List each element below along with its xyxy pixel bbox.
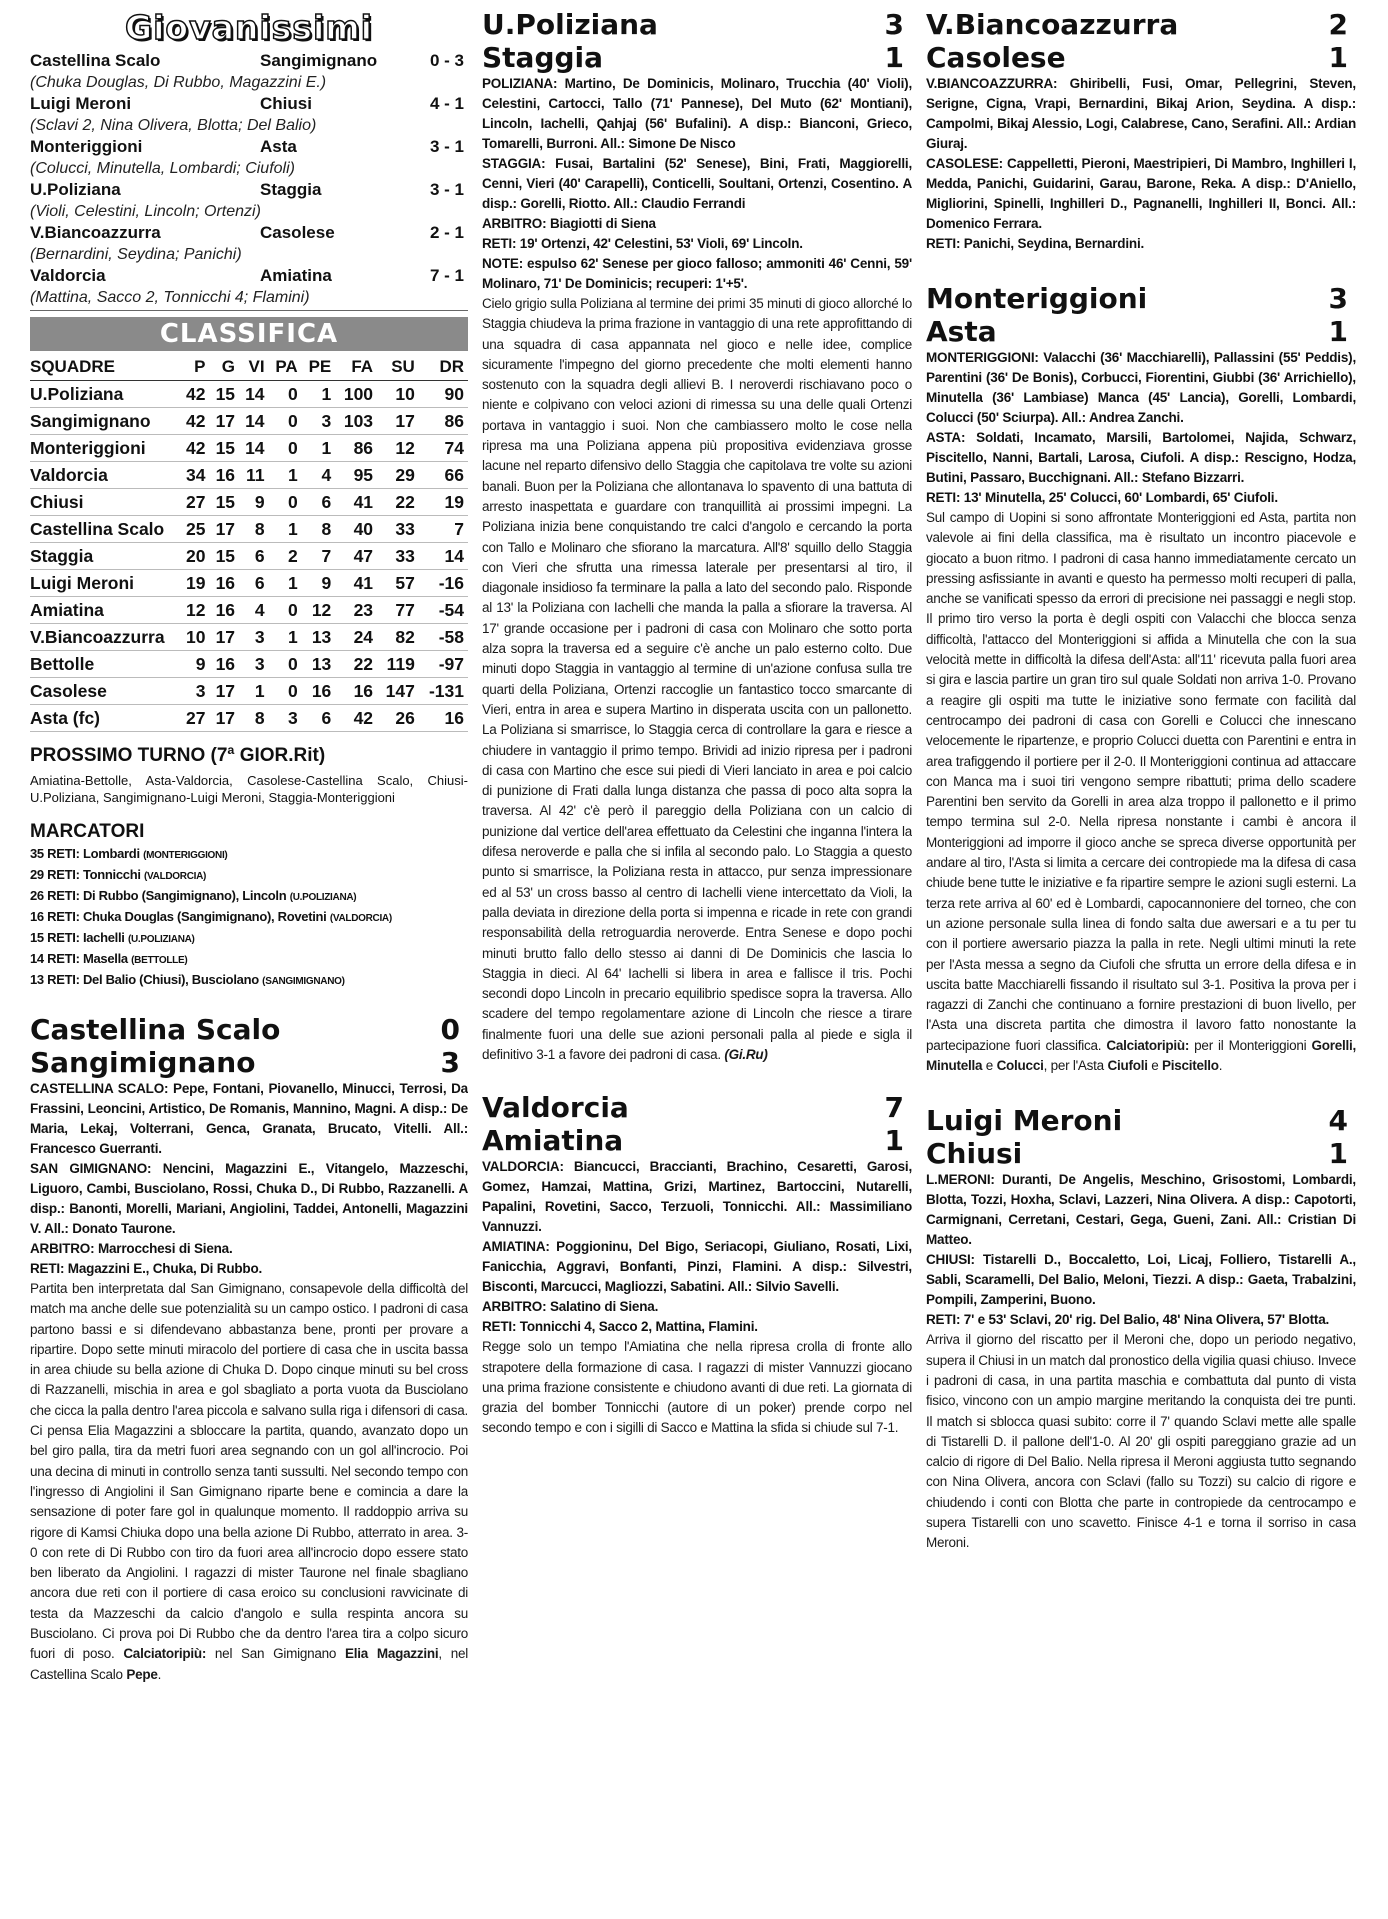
standings-cell: 1 — [269, 570, 302, 597]
notes: NOTE: espulso 62' Senese per gioco falloso; ammoniti 46' Cenni, 59' Molinaro, 71' De Dominicis; recuperi: 1'+5'. — [482, 256, 912, 291]
away-score: 3 — [440, 1046, 460, 1079]
standings-team: Monteriggioni — [30, 435, 180, 462]
standings-cell: 1 — [302, 381, 336, 408]
scorer-name: Lombardi — [82, 846, 140, 861]
standings-cell: 8 — [239, 705, 269, 732]
standings-cell: 24 — [335, 624, 377, 651]
match-away-row — [30, 1046, 468, 1079]
standings-team: Staggia — [30, 543, 180, 570]
standings-cell: 10 — [377, 381, 419, 408]
column-middle — [482, 8, 912, 1919]
standings-cell: 0 — [269, 435, 302, 462]
standings-row — [30, 705, 468, 732]
standings-header-row — [30, 355, 468, 381]
referee: ARBITRO: Biagiotti di Siena — [482, 216, 656, 231]
standings-cell: 0 — [269, 651, 302, 678]
scorer-team: (U.POLIZIANA) — [289, 892, 357, 903]
result-home: Valdorcia — [30, 266, 106, 285]
result-away: Sangimignano — [260, 51, 378, 70]
standings-cell: 119 — [377, 651, 419, 678]
standings-cell: 16 — [335, 678, 377, 705]
match-away-row — [926, 1137, 1356, 1170]
standings-team: Bettolle — [30, 651, 180, 678]
standings-row — [30, 651, 468, 678]
standings-cell: 90 — [419, 381, 468, 408]
away-team: Chiusi — [926, 1137, 1023, 1171]
standings-row — [30, 516, 468, 543]
result-row — [30, 50, 468, 72]
result-away: Staggia — [260, 180, 322, 199]
referee: ARBITRO: Salatino di Siena. — [482, 1299, 659, 1315]
scorer-team: (MONTERIGGIONI) — [143, 850, 228, 861]
standings-cell: -58 — [419, 624, 468, 651]
scorer-goals: 16 RETI: — [30, 909, 80, 924]
scorer-team: (VALDORCIA) — [143, 871, 207, 882]
result-scorers: (Sclavi 2, Nina Olivera, Blotta; Del Balio) — [30, 117, 317, 134]
home-team: Monteriggioni — [926, 282, 1148, 315]
standings-cell: 12 — [180, 597, 210, 624]
standings-cell: 16 — [210, 462, 240, 489]
standings-cell: 17 — [210, 624, 240, 651]
results-list — [30, 50, 468, 311]
standings-cell: 17 — [377, 408, 419, 435]
standings-cell: 8 — [302, 516, 336, 543]
standings-cell: 3 — [239, 651, 269, 678]
standings-cell: 9 — [180, 651, 210, 678]
home-lineup: VALDORCIA: Biancucci, Braccianti, Brachino, Cesaretti, Garosi, Gomez, Hamzai, Mattina, Grizi, Martinez, Bartoccini, Nutarelli, Papalini, Rovetini, Sacco, Terzuoli, Tonnicchi. All.: Massimiliano Vannuzzi. — [482, 1159, 912, 1235]
scorer-team: (BETTOLLE) — [131, 955, 188, 966]
result-scorers: (Bernardini, Seydina; Panichi) — [30, 246, 242, 263]
standings-cell: 25 — [180, 516, 210, 543]
standings-col-header: FA — [335, 355, 377, 381]
standings-cell: 12 — [377, 435, 419, 462]
scorers-list — [30, 844, 468, 991]
result-away: Chiusi — [260, 94, 312, 113]
standings-row — [30, 435, 468, 462]
scorer-name: Di Rubbo (Sangimignano), Lincoln — [82, 888, 287, 903]
scorer-row — [30, 844, 468, 865]
standings-cell: 3 — [269, 705, 302, 732]
classifica-title: CLASSIFICA — [30, 317, 468, 351]
standings-cell: 17 — [210, 678, 240, 705]
scorer-goals: 13 RETI: — [30, 972, 80, 987]
standings-cell: -16 — [419, 570, 468, 597]
standings-team: Asta (fc) — [30, 705, 180, 732]
standings-col-header: PA — [269, 355, 302, 381]
away-lineup: CASOLESE: Cappelletti, Pieroni, Maestripieri, Di Mambro, Inghilleri I, Medda, Panichi, Guidarini, Garau, Barone, Reka. A disp.: D'Aniello, Migliorini, Spinelli, Inghilleri D., Pagnanelli, Inghilleri II, Bonci. All.: Domenico Ferrara. — [926, 156, 1356, 231]
home-lineup: MONTERIGGIONI: Valacchi (36' Macchiarelli), Pallassini (55' Peddis), Parentini (36' De Bonis), Corbucci, Fiorentini, Giubbi (36' Arrichiello), Minutella (36' Lambiase) Manca (45' Lancia), Gorelli, Lombardi, Colucci (50' Sciurpa). All.: Andrea Zanchi. — [926, 350, 1356, 425]
standings-cell: 40 — [335, 516, 377, 543]
standings-cell: 29 — [377, 462, 419, 489]
standings-cell: 19 — [180, 570, 210, 597]
standings-col-header: SQUADRE — [30, 355, 180, 381]
goals: RETI: 13' Minutella, 25' Colucci, 60' Lombardi, 65' Ciufoli. — [926, 490, 1278, 505]
scorer-goals: 26 RETI: — [30, 888, 80, 903]
standings-row — [30, 543, 468, 570]
standings-cell: 9 — [302, 570, 336, 597]
standings-cell: 42 — [180, 408, 210, 435]
standings-cell: 57 — [377, 570, 419, 597]
standings-cell: 66 — [419, 462, 468, 489]
standings-col-header: DR — [419, 355, 468, 381]
standings-cell: 82 — [377, 624, 419, 651]
standings-cell: 77 — [377, 597, 419, 624]
standings-cell: 14 — [239, 408, 269, 435]
standings-row — [30, 489, 468, 516]
result-row — [30, 136, 468, 158]
standings-team: Chiusi — [30, 489, 180, 516]
match-away-row — [482, 41, 912, 74]
scorer-goals: 15 RETI: — [30, 930, 80, 945]
standings-row — [30, 597, 468, 624]
standings-cell: 41 — [335, 570, 377, 597]
match-home-row — [30, 1013, 468, 1046]
standings-cell: 26 — [377, 705, 419, 732]
scorer-goals: 35 RETI: — [30, 846, 80, 861]
standings-team: Luigi Meroni — [30, 570, 180, 597]
standings-cell: 27 — [180, 489, 210, 516]
standings-cell: -97 — [419, 651, 468, 678]
match-away-row — [926, 315, 1356, 348]
standings-team: Amiatina — [30, 597, 180, 624]
standings-cell: 95 — [335, 462, 377, 489]
standings-cell: 1 — [302, 435, 336, 462]
standings-col-header: SU — [377, 355, 419, 381]
home-score: 7 — [884, 1091, 904, 1125]
standings-cell: 17 — [210, 408, 240, 435]
standings-cell: 86 — [419, 408, 468, 435]
standings-cell: 12 — [302, 597, 336, 624]
goals: RETI: 7' e 53' Sclavi, 20' rig. Del Balio, 48' Nina Olivera, 57' Blotta. — [926, 1312, 1330, 1328]
standings-cell: 0 — [269, 408, 302, 435]
home-team: U.Poliziana — [482, 8, 658, 41]
referee: ARBITRO: Marrocchesi di Siena. — [30, 1241, 233, 1256]
match-poliziana-staggia — [482, 8, 912, 1065]
standings-cell: 13 — [302, 624, 336, 651]
scorer-row — [30, 886, 468, 907]
author-signature: (Gi.Ru) — [724, 1046, 768, 1062]
away-lineup: SAN GIMIGNANO: Nencini, Magazzini E., Vitangelo, Mazzeschi, Liguoro, Cambi, Busciolano, Rossi, Chuka D., Di Rubbo, Razzanelli. A disp.: Banonti, Morelli, Mariani, Angiolini, Taddei, Antonelli, Magazzini V. All.: Donato Taurone. — [30, 1161, 468, 1236]
result-row — [30, 222, 468, 244]
standings-cell: 3 — [239, 624, 269, 651]
match-report: Sul campo di Uopini si sono affrontate Monteriggioni ed Asta, partita non valevole ai fini della classifica, ma è risultato un incontro piacevole e giocato a buon ritmo. I padroni di casa hanno immediatamente cercato un pressing asfissiante in avanti e questo ha permesso molti recuperi di palla, anche se vanificati spesso da errori di precisione nei passaggi e negli stop. Il primo tiro verso la porta è degli ospiti con Valacchi che blocca senza difficoltà, l'attacco del Monteriggioni si affida a Minutella che con la sua velocità mette in difficoltà la difesa dell'Asta: all'11' ricevuta palla fuori area si gira e lascia partire un gran tiro sul quale Soldati non arriva 1-0. Provano a reagire gli ospiti ma tutte le iniziative sono fermate con facilità dal centrocampo dei padroni di casa con Gorelli e Colucci che innescano velocemente le ripartenze, e proprio Colucci duetta con Parentini e entra in area trafiggendo il portiere per il 2-0. Il Monteriggioni continua ad attaccare con Manca ma i suoi tiri vengono sempre ribattuti; prima dello scadere Parentini ben servito da Gorelli in area alza troppo il pallonetto e il primo tempo termina sul 2-0. Nella ripresa nonstante i cambi è ancora il Monteriggioni ad imporre il gioco anche se spreca diverse opportunità per andare al tiro, l'Asta si limita a cercare dei contropiede ma la difesa di casa chiude bene tutte le iniziative e fa ripartire sempre le azioni sugli esterni. La terza rete arriva al 60' ed è Lombardi, capocannoniere del torneo, che con un azione personale sulla linea di fondo salta due awersari e a tu per tu con il portiere awersario piazza la palla in rete. Negli ultimi minuti la rete per l'Asta messa a segno da Ciufoli che sfrutta un errore della difesa e in uscita batte Macchiarelli fissando il risultato sul 3-1. Positiva la prova per i ragazzi di Zanchi che continuano a fornire prestazioni di buon livello, per l'Asta una discreta partita che dimostra il lavoro fatto nonostante la partecipazione fuori classifica. Calciatoripiù: per il Monteriggioni Gorelli, Minutella e Colucci, per l'Asta Ciufoli e Piscitello. — [926, 510, 1356, 1074]
scorer-goals: 14 RETI: — [30, 951, 80, 966]
standings-cell: -54 — [419, 597, 468, 624]
away-team: Amiatina — [482, 1124, 624, 1158]
home-score: 2 — [1328, 8, 1348, 41]
standings-cell: 4 — [302, 462, 336, 489]
away-team: Asta — [926, 315, 997, 348]
home-team: Castellina Scalo — [30, 1013, 281, 1046]
home-lineup: POLIZIANA: Martino, De Dominicis, Molinaro, Trucchia (40' Violi), Celestini, Cartocci, Tallo (71' Pannese), Del Muto (62' Montiani), Lincoln, Iachelli, Qahjaj (56' Bufalini). A disp.: Bianconi, Grieco, Tomarelli, Burroni. All.: Simone De Nisco — [482, 76, 912, 151]
scorer-name: Del Balio (Chiusi), Busciolano — [82, 972, 259, 987]
result-away: Amiatina — [260, 266, 332, 285]
standings-cell: 16 — [419, 705, 468, 732]
standings-row — [30, 408, 468, 435]
match-monteriggioni-asta — [926, 282, 1356, 1076]
standings-cell: 74 — [419, 435, 468, 462]
away-score: 1 — [1328, 315, 1348, 348]
home-lineup: V.BIANCOAZZURRA: Ghiribelli, Fusi, Omar, Pellegrini, Steven, Serigne, Cigna, Vrapi, Bernardini, Bikaj Arion, Seydina. A disp.: Campolmi, Bikaj Alessio, Logi, Calabrese, Cano, Serafini. All.: Ardian Giuraj. — [926, 76, 1356, 151]
standings-cell: 2 — [269, 543, 302, 570]
standings-row — [30, 678, 468, 705]
scorers-title: MARCATORI — [30, 821, 145, 842]
match-report: Partita ben interpretata dal San Gimignano, consapevole della difficoltà del match ma anche delle sue potenzialità su un campo ostico. I padroni di casa partono bassi e si difendevano abbastanza bene, pronti per provare a ripartire. Dopo sette minuti miracolo del portiere di casa che in uscita bassa in area chiude su bella azione di Chuka D. Dopo cinque minuti su bel cross di Razzanelli, mischia in area e gol sbagliato a porta vuota da Busciolano che cicca la palla dentro l'area piccola e salvano sulla riga i difensori di casa. Ci pensa Elia Magazzini a sbloccare la partita, quando, avanzato dopo un bel giro palla, tira da metri fuori area segnando con un gol all'incrocio. Poi una decina di minuti in controllo senza tanti sussulti. Nel secondo tempo con l'ingresso di Angiolini il San Gimignano riparte bene e comincia a dare la sensazione di poter fare gol in qualunque momento. Il raddoppio arriva su rigore di Kamsi Chiuka dopo una bella azione Di Rubbo, atterrato in area. 3-0 con rete di Di Rubbo con tiro da fuori area all'incrocio dopo essere stato ben liberato da Angiolini. I ragazzi di mister Taurone nel finale sbagliano ancora due reti con il portiere di casa eroico su conclusioni ravvicinate di testa da Mazzeschi da calcio d'angolo e sulla respinta ancora su Busciolano. Ci prova poi Di Rubbo che da dentro l'area tira a colpo sicuro fuori di poso. Calciatoripiù: nel San Gimignano Elia Magazzini, nel Castellina Scalo Pepe. — [30, 1281, 468, 1682]
standings-cell: 15 — [210, 489, 240, 516]
result-score: 4 - 1 — [429, 94, 464, 113]
match-away-row — [926, 41, 1356, 74]
standings-cell: 11 — [239, 462, 269, 489]
result-score: 2 - 1 — [429, 223, 464, 242]
result-home: V.Biancoazzurra — [30, 223, 161, 242]
away-team: Casolese — [926, 41, 1066, 74]
away-score: 1 — [884, 41, 904, 74]
standings-team: U.Poliziana — [30, 381, 180, 408]
standings-cell: 14 — [239, 435, 269, 462]
standings-cell: 34 — [180, 462, 210, 489]
result-away: Asta — [260, 137, 297, 156]
standings-cell: 47 — [335, 543, 377, 570]
standings-cell: 41 — [335, 489, 377, 516]
standings-cell: 42 — [335, 705, 377, 732]
standings-cell: 20 — [180, 543, 210, 570]
standings-cell: 6 — [302, 489, 336, 516]
away-score: 1 — [884, 1124, 904, 1158]
result-score: 3 - 1 — [429, 137, 464, 156]
standings-team: Valdorcia — [30, 462, 180, 489]
scorer-name: Masella — [82, 951, 128, 966]
standings-cell: 1 — [239, 678, 269, 705]
standings-cell: 13 — [302, 651, 336, 678]
standings-row — [30, 381, 468, 408]
away-lineup: CHIUSI: Tistarelli D., Boccaletto, Loi, Licaj, Folliero, Tistarelli A., Sabli, Scaramelli, Del Balio, Meloni, Tiezzi. A disp.: Gaeta, Trabalzini, Pompili, Zamperini, Buono. — [926, 1252, 1356, 1308]
standings-cell: 14 — [239, 381, 269, 408]
home-team: Luigi Meroni — [926, 1104, 1123, 1138]
column-left — [30, 8, 468, 1919]
standings-team: Castellina Scalo — [30, 516, 180, 543]
away-lineup: ASTA: Soldati, Incamato, Marsili, Bartolomei, Najida, Schwarz, Piscitello, Nanni, Bartali, Larosa, Ciufoli. A disp.: Rescigno, Hodza, Butini, Passaro, Bucchignani. All.: Stefano Bizzarri. — [926, 430, 1356, 485]
result-scorers: (Chuka Douglas, Di Rubbo, Magazzini E.) — [30, 74, 327, 91]
standings-cell: 0 — [269, 381, 302, 408]
standings-row — [30, 624, 468, 651]
standings-cell: 1 — [269, 624, 302, 651]
goals: RETI: 19' Ortenzi, 42' Celestini, 53' Violi, 69' Lincoln. — [482, 236, 803, 251]
result-scorers: (Violi, Celestini, Lincoln; Ortenzi) — [30, 203, 261, 220]
standings-cell: 6 — [239, 570, 269, 597]
scorer-row — [30, 949, 468, 970]
standings-cell: 7 — [419, 516, 468, 543]
standings-cell: 6 — [302, 705, 336, 732]
standings-cell: 147 — [377, 678, 419, 705]
standings-cell: 23 — [335, 597, 377, 624]
away-lineup: AMIATINA: Poggioninu, Del Bigo, Seriacopi, Giuliano, Rosati, Lixi, Fanicchia, Aggravi, Bonfanti, Pinzi, Flamini. A disp.: Silvestri, Bisconti, Marcucci, Magliozzi, Sabatini. All.: Silvio Savelli. — [482, 1239, 912, 1295]
match-home-row — [926, 8, 1356, 41]
next-round-fixtures: Amiatina-Bettolle, Asta-Valdorcia, Casolese-Castellina Scalo, Chiusi-U.Poliziana, Sangimignano-Luigi Meroni, Staggia-Monteriggioni — [30, 773, 468, 805]
result-home: U.Poliziana — [30, 180, 121, 199]
standings-team: Sangimignano — [30, 408, 180, 435]
standings-cell: 22 — [377, 489, 419, 516]
giovanissimi-title: Giovanissimi — [125, 8, 373, 47]
standings-cell: 0 — [269, 489, 302, 516]
result-row — [30, 179, 468, 201]
next-round-title: PROSSIMO TURNO (7ª GIOR.Rit) — [30, 745, 326, 766]
home-score: 3 — [1328, 282, 1348, 315]
home-score: 4 — [1328, 1104, 1348, 1138]
standings-cell: 10 — [180, 624, 210, 651]
result-home: Castellina Scalo — [30, 51, 161, 70]
scorer-name: Tonnicchi — [82, 867, 141, 882]
standings-cell: 1 — [269, 516, 302, 543]
standings-cell: 1 — [269, 462, 302, 489]
match-home-row — [926, 282, 1356, 315]
goals: RETI: Panichi, Seydina, Bernardini. — [926, 236, 1145, 251]
result-scorers: (Colucci, Minutella, Lombardi; Ciufoli) — [30, 160, 295, 177]
standings-cell: 16 — [210, 570, 240, 597]
standings-row — [30, 462, 468, 489]
standings-cell: 0 — [269, 678, 302, 705]
standings-team: V.Biancoazzurra — [30, 624, 180, 651]
match-valdorcia-amiatina — [482, 1091, 912, 1438]
away-team: Sangimignano — [30, 1046, 256, 1079]
home-score: 0 — [440, 1013, 460, 1046]
match-castellina-sangimignano — [30, 1013, 468, 1685]
home-score: 3 — [884, 8, 904, 41]
standings-cell: 8 — [239, 516, 269, 543]
standings-cell: 9 — [239, 489, 269, 516]
match-biancoazzurra-casolese — [926, 8, 1356, 254]
result-home: Monteriggioni — [30, 137, 143, 156]
scorer-row — [30, 928, 468, 949]
away-team: Staggia — [482, 41, 604, 74]
standings-cell: 15 — [210, 435, 240, 462]
standings-cell: 16 — [302, 678, 336, 705]
standings-cell: 19 — [419, 489, 468, 516]
standings-cell: 0 — [269, 597, 302, 624]
standings-team: Casolese — [30, 678, 180, 705]
standings-cell: 86 — [335, 435, 377, 462]
home-lineup: L.MERONI: Duranti, De Angelis, Meschino, Grisostomi, Lombardi, Blotta, Tozzi, Hoxha, Sclavi, Lazzeri, Nina Olivera. A disp.: Capotorti, Carmignani, Cerretani, Cestari, Gega, Gueni, Zani. All.: Cristian Di Matteo. — [926, 1172, 1356, 1248]
scorer-team: (SANGIMIGNANO) — [262, 976, 345, 987]
goals: RETI: Tonnicchi 4, Sacco 2, Mattina, Flamini. — [482, 1319, 758, 1335]
scorer-row — [30, 865, 468, 886]
standings-row — [30, 570, 468, 597]
result-scorers: (Mattina, Sacco 2, Tonnicchi 4; Flamini) — [30, 289, 310, 306]
standings-col-header: P — [180, 355, 210, 381]
standings-cell: 17 — [210, 516, 240, 543]
standings-cell: 17 — [210, 705, 240, 732]
match-away-row — [482, 1124, 912, 1157]
standings-cell: 14 — [419, 543, 468, 570]
home-team: V.Biancoazzurra — [926, 8, 1179, 41]
standings-cell: 15 — [210, 543, 240, 570]
column-right — [926, 8, 1356, 1919]
standings-cell: 16 — [210, 651, 240, 678]
result-score: 3 - 1 — [429, 180, 464, 199]
match-report: Regge solo un tempo l'Amiatina che nella ripresa crolla di fronte allo strapotere della formazione di casa. I ragazzi di mister Vannuzzi giocano una prima frazione consistente e chiudono avanti di due reti. La giornata di grazia del bomber Tonnicchi (autore di un poker) prende corpo nel secondo tempo e con i sigilli di Sacco e Mattina la sfida si chiude sul 7-1. — [482, 1339, 912, 1436]
result-score: 0 - 3 — [429, 51, 464, 70]
scorer-goals: 29 RETI: — [30, 867, 80, 882]
standings-cell: 15 — [210, 381, 240, 408]
standings-cell: 3 — [302, 408, 336, 435]
goals: RETI: Magazzini E., Chuka, Di Rubbo. — [30, 1261, 263, 1276]
standings-cell: 4 — [239, 597, 269, 624]
scorer-name: Iachelli — [82, 930, 125, 945]
away-score: 1 — [1328, 41, 1348, 74]
away-score: 1 — [1328, 1137, 1348, 1171]
home-team: Valdorcia — [482, 1091, 629, 1125]
standings-cell: 33 — [377, 543, 419, 570]
standings-col-header: VI — [239, 355, 269, 381]
standings-cell: 33 — [377, 516, 419, 543]
result-score: 7 - 1 — [429, 266, 464, 285]
result-away: Casolese — [260, 223, 335, 242]
standings-cell: 27 — [180, 705, 210, 732]
match-report: Arriva il giorno del riscatto per il Meroni che, dopo un periodo negativo, supera il Chiusi in un match dal pronostico della vigilia quasi chiuso. Invece i padroni di casa, in una partita maschia e combattuta dal punto di vista fisico, vincono con un ampio margine meritando la conquista dei tre punti. Il match si sblocca quasi subito: corre il 7' quando Sclavi mette alle spalle di Tistarelli D. il pallone dell'1-0. Al 20' gli ospiti pareggiano grazie ad un calcio di rigore di Del Balio. Nella ripresa il Meroni aggiusta tutto segnando con Nina Olivera, ancora con Sclavi (fallo su Tozzi) su calcio di rigore e chiudendo i conti con Blotta che parte in contropiede da centrocampo e supera Tistarelli con uno scavetto. Finisce 4-1 e torna il sorriso in casa Meroni. — [926, 1332, 1356, 1551]
standings-table — [30, 355, 468, 732]
result-home: Luigi Meroni — [30, 94, 132, 113]
scorer-team: (U.POLIZIANA) — [127, 934, 195, 945]
away-lineup: STAGGIA: Fusai, Bartalini (52' Senese), Bini, Frati, Maggiorelli, Cenni, Vieri (40' Carapelli), Conticelli, Soultani, Ortenzi, Cosentino. A disp.: Gorelli, Riotto. All.: Claudio Ferrandi — [482, 156, 912, 211]
scorer-name: Chuka Douglas (Sangimignano), Rovetini — [82, 909, 327, 924]
standings-cell: 42 — [180, 435, 210, 462]
standings-cell: 3 — [180, 678, 210, 705]
standings-col-header: G — [210, 355, 240, 381]
standings-cell: 16 — [210, 597, 240, 624]
result-row — [30, 265, 468, 287]
standings-cell: 7 — [302, 543, 336, 570]
standings-cell: 100 — [335, 381, 377, 408]
match-report: Cielo grigio sulla Poliziana al termine dei primi 35 minuti di gioco allorché lo Staggia chiudeva la prima frazione in vantaggio di una rete approfittando di una squadra di casa appannata nel gioco e nelle idee, complice sicuramente l'impegno del giorno precedente che molti elementi hanno sostenuto con la squadra degli allievi B. I neroverdi rischiavano poco o niente e colpivano con veloci azioni di rimessa su una delle quali Ortenzi portava in vantaggio i suoi. Non che cambiassero molto le cose nella ripresa ma una Poliziana appena più propositiva evidenziava grosse lacune nel reparto difensivo dello Staggia che capitolava tre volte su azioni banali. Buon per la Poliziana che allontanava lo spavento di una battuta di arresto inaspettata e guardare con tranquillità ai prossimi impegni. La Poliziana inizia bene conquistando tre calci d'angolo e cercando la porta con Tallo e Molinaro che sfiorano la marcatura. All'8' squillo dello Staggia con Vieri che sfrutta una rimessa laterale per presentarsi al tiro, il diagonale insidioso fa terminare la palla a lato del secondo palo. Risponde al 13' la Poliziana con Iachelli che manda la palla a sfiorare la traversa. Al 17' grande occasione per i padroni di casa con Molinaro che sotto porta alza sopra la traversa ed a seguire c'è anche un palo esterno colto. Due minuti dopo Staggia in vantaggio al termine di un'azione confusa sulla tre quarti della Poliziana, Ortenzi raccoglie un fantastico tocco smarcante di Vieri, entra in area e supera Martino in disperata uscita con un pallonetto. La Poliziana si smarrisce, lo Staggia cerca di controllare la gara e riesce a chiudere in vantaggio il primo tempo. Brividi ad inizio ripresa per i padroni di casa con Martino che esce sui piedi di Vieri lanciato in area e poi calcio di punizione di Frati dalla lunga distanza che passa di poco alta sopra la traversa. Al 42' c'è però il pareggio della Poliziana con un calcio di punizione dal vertice dell'area effettuato da Celestini che inganna l'intera la difesa neroverde e palla che si infila al secondo palo. Lo Staggia a questo punto si smarrisce, la Poliziana resta in attacco, pur senza impressionare ed al 53' un cross basso al centro di Iachelli viene intercettato da Violi, la palla deviata in direzione della porta si impenna e ricade in rete con grandi responsabilità della retroguardia neroverde. Entra Senese e dopo pochi minuti brutto fallo dello stesso ai danni di De Dominicis che lascia lo Staggia in dieci. Al 64' Iachelli si libera in area e fallisce il tris. Pochi secondi dopo Lincoln in precario equilibrio spedisce sopra la traversa. Allo scadere del tempo regolamentare azione di Lincoln che riesce a tirare finalmente fuori una delle sue azioni personali palla al piede e sigla il definitivo 3-1 a favore dei padroni di casa. (Gi.Ru) — [482, 296, 912, 1062]
scorer-row — [30, 907, 468, 928]
match-home-row — [482, 1091, 912, 1124]
standings-col-header: PE — [302, 355, 336, 381]
scorer-team: (VALDORCIA) — [329, 913, 392, 924]
standings-cell: 103 — [335, 408, 377, 435]
standings-cell: 42 — [180, 381, 210, 408]
home-lineup: CASTELLINA SCALO: Pepe, Fontani, Piovanello, Minucci, Terrosi, Da Frassini, Leoncini, Artistico, De Romanis, Mannino, Magni. A disp.: De Maria, Lekaj, Volterrani, Genca, Granata, Brucato, Vitelli. All.: Francesco Guerranti. — [30, 1081, 468, 1156]
standings-cell: 6 — [239, 543, 269, 570]
match-home-row — [926, 1104, 1356, 1137]
result-row — [30, 93, 468, 115]
standings-cell: 22 — [335, 651, 377, 678]
scorer-row — [30, 970, 468, 991]
match-meroni-chiusi — [926, 1104, 1356, 1553]
standings-cell: -131 — [419, 678, 468, 705]
match-home-row — [482, 8, 912, 41]
